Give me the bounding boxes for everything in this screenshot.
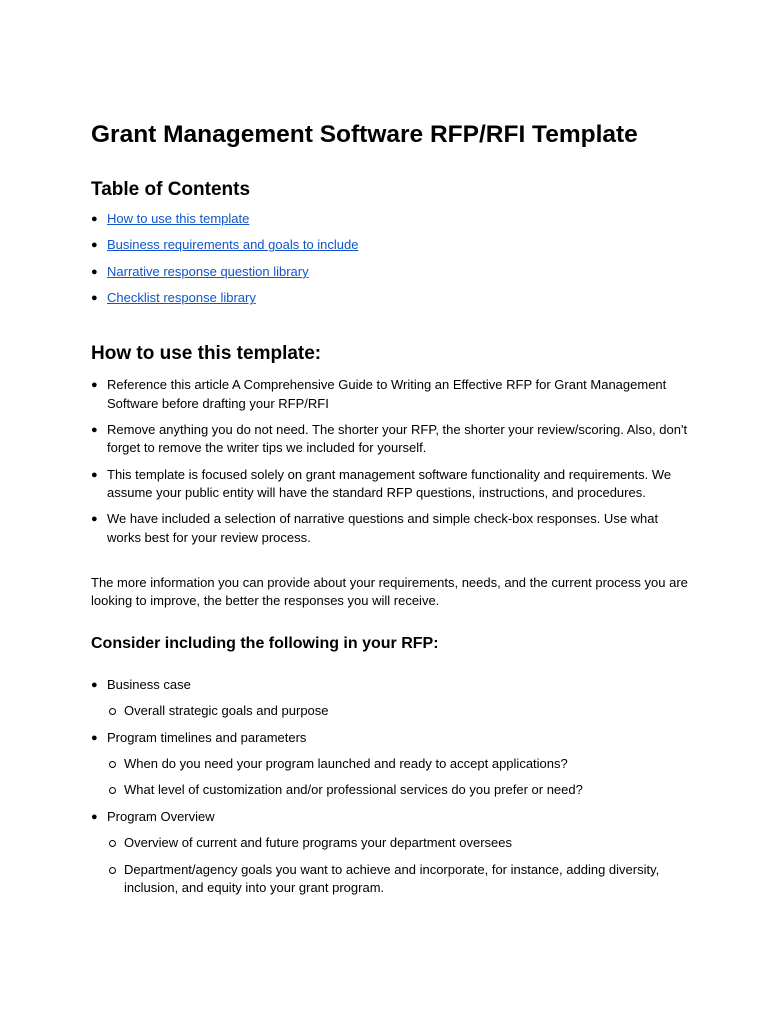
howto-item-text: Reference this article A Comprehensive Guide to Writing an Effective RFP for Grant Management Software before drafting your RFP/RFI — [107, 377, 667, 411]
toc-link-how-to-use[interactable]: How to use this template — [107, 211, 250, 226]
consider-subitem — [107, 781, 691, 800]
howto-heading: How to use this template: — [91, 343, 322, 365]
document-title: Grant Management Software RFP/RFI Template — [91, 121, 638, 148]
bullet-icon: ● — [91, 213, 98, 225]
consider-heading: Consider including the following in your RFP: — [91, 634, 439, 652]
info-paragraph: The more information you can provide about your requirements, needs, and the current process you are looking to improve, the better the responses you will receive. — [91, 574, 688, 609]
consider-subitem — [107, 755, 691, 774]
bullet-icon: ● — [91, 731, 98, 744]
howto-list — [91, 376, 691, 548]
consider-sublist — [107, 755, 691, 800]
howto-item — [91, 510, 691, 547]
howto-item — [91, 466, 691, 503]
consider-item — [91, 808, 691, 898]
howto-item-text: This template is focused solely on grant management software functionality and requirements. We assume your public entity will have the standard RFP questions, instructions, and procedures. — [107, 466, 672, 501]
toc-link-narrative-library[interactable]: Narrative response question library — [107, 263, 309, 279]
bullet-icon: ● — [91, 423, 98, 436]
bullet-icon: ● — [91, 513, 98, 526]
consider-subitem — [107, 834, 691, 853]
consider-subitem-text: What level of customization and/or professional services do you prefer or need? — [124, 782, 583, 798]
toc-item — [91, 263, 691, 282]
howto-item-text: We have included a selection of narrative questions and simple check-box responses. Use what works best for your review process. — [107, 511, 659, 545]
bullet-icon: ● — [91, 468, 98, 481]
hollow-bullet-icon — [109, 840, 116, 847]
hollow-bullet-icon — [109, 787, 116, 794]
consider-item-text: Business case — [107, 676, 191, 692]
consider-sublist — [107, 834, 691, 898]
bullet-icon: ● — [91, 379, 98, 392]
consider-item — [91, 729, 691, 800]
document-content — [91, 116, 691, 905]
toc-item — [91, 210, 691, 229]
howto-item-text: Remove anything you do not need. The shorter your RFP, the shorter your review/scoring. Also, don't forget to remove the writer tips we included for yourself. — [107, 421, 688, 456]
howto-item — [91, 376, 691, 413]
bullet-icon: ● — [91, 265, 98, 278]
consider-subitem-text: Department/agency goals you want to achieve and incorporate, for instance, adding diversity, inclusion, and equity into your grant program. — [124, 861, 660, 896]
consider-list — [91, 676, 691, 898]
bullet-icon: ● — [91, 810, 98, 823]
hollow-bullet-icon — [109, 761, 116, 768]
consider-item — [91, 676, 691, 721]
toc-link-business-requirements[interactable]: Business requirements and goals to include — [107, 237, 359, 253]
hollow-bullet-icon — [109, 708, 116, 715]
howto-item — [91, 421, 691, 458]
bullet-icon: ● — [91, 292, 98, 305]
bullet-icon: ● — [91, 678, 98, 691]
consider-item-text: Program timelines and parameters — [107, 729, 307, 745]
consider-subitem-text: Overall strategic goals and purpose — [124, 703, 329, 719]
consider-subitem-text: When do you need your program launched and ready to accept applications? — [124, 755, 568, 771]
toc-link-checklist-library[interactable]: Checklist response library — [107, 290, 256, 306]
consider-subitem-text: Overview of current and future programs your department oversees — [124, 835, 513, 851]
hollow-bullet-icon — [109, 867, 116, 874]
consider-subitem — [107, 861, 691, 898]
bullet-icon: ● — [91, 239, 98, 252]
toc-list — [91, 210, 691, 308]
toc-item — [91, 236, 691, 255]
toc-heading: Table of Contents — [91, 179, 251, 200]
consider-item-text: Program Overview — [107, 808, 215, 824]
toc-item — [91, 289, 691, 308]
consider-subitem — [107, 702, 691, 721]
consider-sublist — [107, 702, 691, 721]
